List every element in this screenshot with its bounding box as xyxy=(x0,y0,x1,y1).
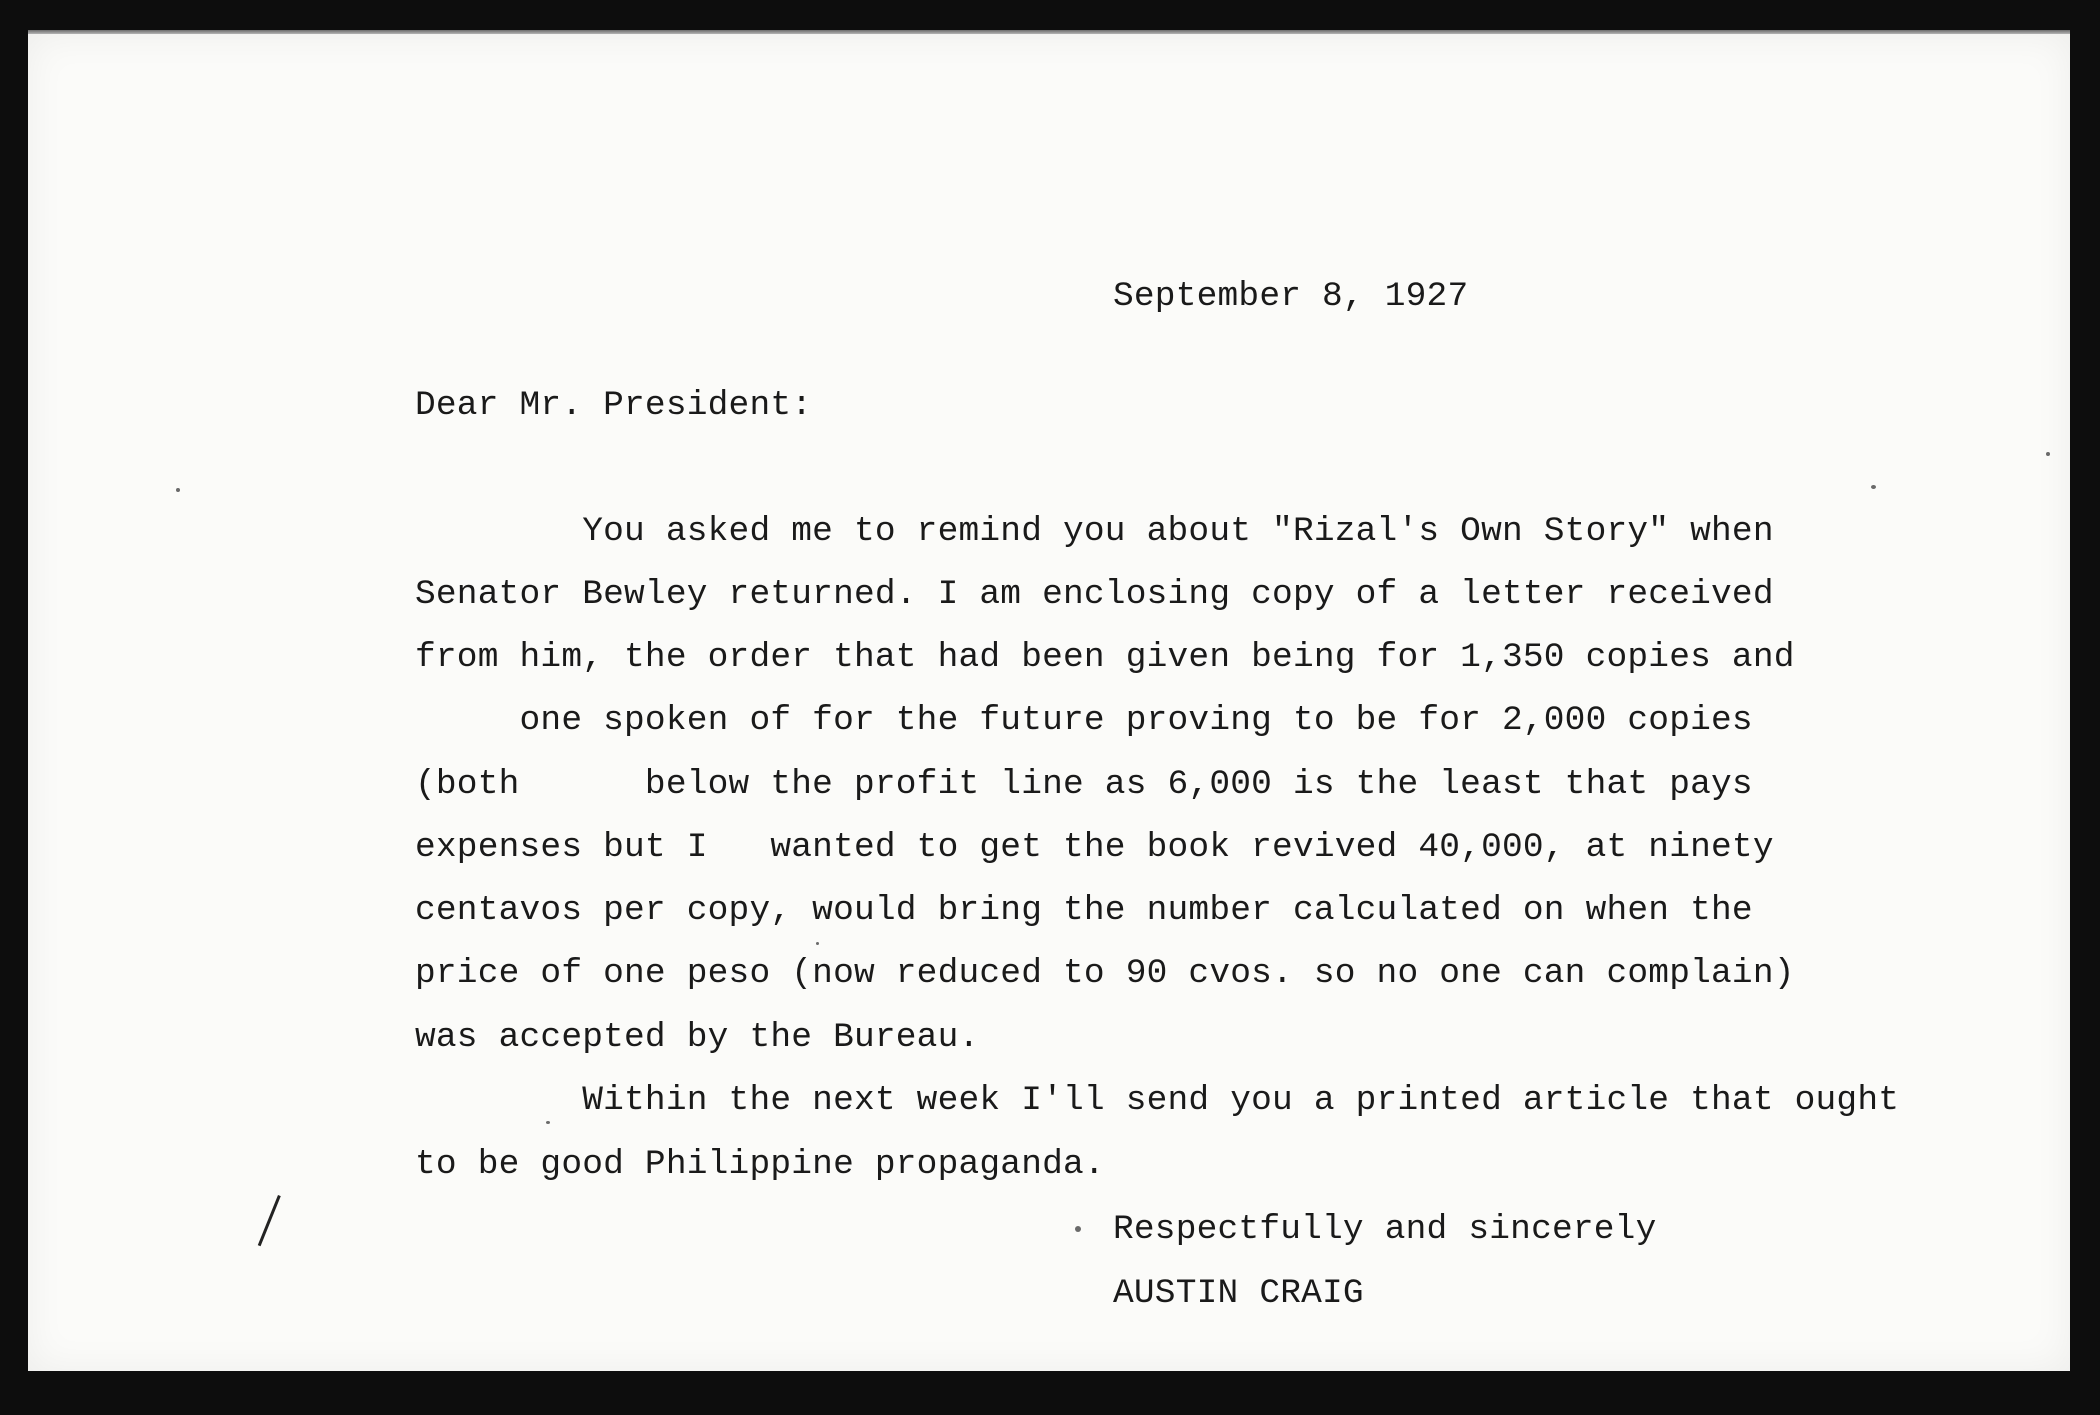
letter-date: September 8, 1927 xyxy=(1113,277,1469,316)
speck xyxy=(176,488,180,492)
body-line: Senator Bewley returned. I am enclosing copy of a letter received xyxy=(415,575,1774,614)
body-line: was accepted by the Bureau. xyxy=(415,1018,980,1057)
body-line: expenses but I wanted to get the book revived 40,000, at ninety xyxy=(415,828,1774,867)
speck xyxy=(816,942,819,945)
speck xyxy=(1871,485,1876,489)
body-line: (both below the profit line as 6,000 is the least that pays xyxy=(415,765,1753,804)
body-line: You asked me to remind you about "Rizal's Own Story" when xyxy=(415,512,1774,551)
closing: Respectfully and sincerely xyxy=(1113,1210,1657,1249)
speck xyxy=(1075,1226,1081,1232)
body-line: Within the next week I'll send you a printed article that ought xyxy=(415,1081,1900,1120)
signature: AUSTIN CRAIG xyxy=(1113,1274,1364,1313)
body-line: to be good Philippine propaganda. xyxy=(415,1145,1105,1184)
body-line: centavos per copy, would bring the number calculated on when the xyxy=(415,891,1753,930)
speck xyxy=(2046,452,2050,456)
body-line: one spoken of for the future proving to be for 2,000 copies xyxy=(415,701,1753,740)
speck xyxy=(546,1121,550,1124)
salutation: Dear Mr. President: xyxy=(415,386,813,425)
body-line: from him, the order that had been given being for 1,350 copies and xyxy=(415,638,1795,677)
body-line: price of one peso (now reduced to 90 cvos. so no one can complain) xyxy=(415,954,1795,993)
